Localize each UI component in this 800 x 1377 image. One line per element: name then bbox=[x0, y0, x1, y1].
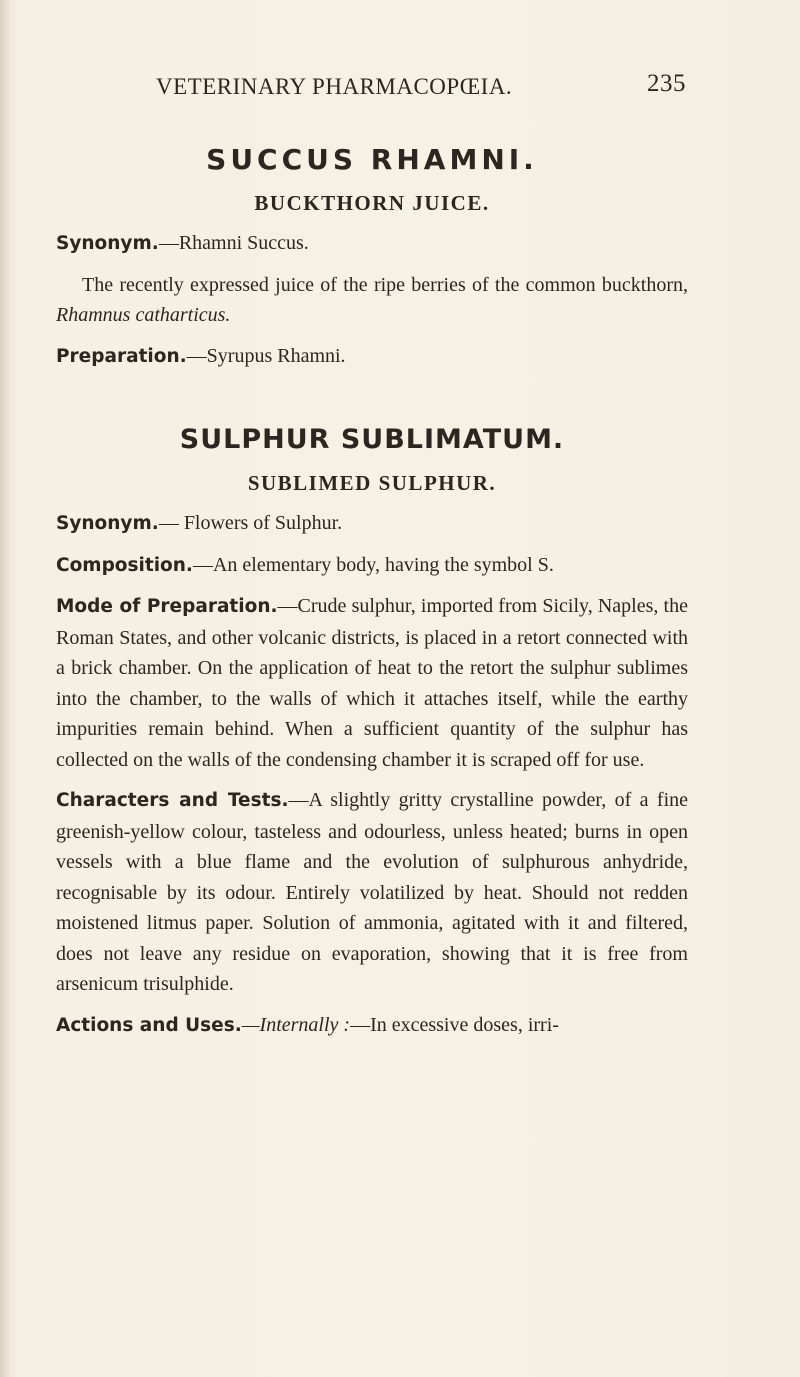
section-spacer bbox=[56, 382, 688, 420]
characters-and-tests-label: Characters and Tests. bbox=[56, 790, 289, 811]
mode-of-preparation-label: Mode of Preparation. bbox=[56, 596, 278, 617]
description-text: The recently expressed juice of the ripe berries of the common buckthorn, bbox=[82, 273, 688, 296]
botanical-name: Rhamnus catharticus. bbox=[56, 304, 231, 326]
actions-and-uses-text: —In excessive doses, irri- bbox=[350, 1013, 559, 1036]
composition-paragraph bbox=[56, 550, 688, 582]
synonym-label: Synonym. bbox=[56, 233, 159, 254]
synonym-text: — Flowers of Sulphur. bbox=[158, 512, 343, 534]
synonym-paragraph bbox=[56, 228, 688, 260]
page-number: 235 bbox=[647, 70, 686, 97]
section-title-succus-rhamni: SUCCUS RHAMNI. bbox=[206, 143, 538, 176]
synonym-text: —Rhamni Succus. bbox=[158, 232, 309, 254]
preparation-label: Preparation. bbox=[56, 345, 187, 367]
preparation-text: —Syrupus Rhamni. bbox=[186, 344, 346, 367]
mode-of-preparation-paragraph bbox=[56, 591, 688, 775]
running-header bbox=[156, 70, 686, 110]
page-gutter-shadow bbox=[0, 0, 10, 1377]
actions-and-uses-paragraph bbox=[56, 1010, 688, 1042]
composition-text: —An elementary body, having the symbol S. bbox=[192, 553, 554, 576]
page-body bbox=[56, 140, 688, 1051]
section-subtitle-sublimed-sulphur: SUBLIMED SULPHUR. bbox=[247, 471, 497, 495]
section-title-sulphur-sublimatum: SULPHUR SUBLIMATUM. bbox=[179, 424, 565, 455]
mode-of-preparation-text: —Crude sulphur, imported from Sicily, Naples, the Roman States, and other volcanic districts, is placed in a retort connected with a brick chamber. On the application of heat to the retort the sulphur sublimes into the chamber, to the walls of which it attaches itself, while the earthy impurities remain behind. When a sufficient quantity of the sulphur has collected on the walls of the condensing chamber it is scraped off for use. bbox=[56, 595, 688, 771]
characters-and-tests-text: —A slightly gritty crystalline powder, of a fine greenish-yellow colour, tasteless and odourless, unless heated; burns in open vessels with a blue flame and the evolution of sulphurous anhydride, recognisable by its odour. Entirely volatilized by heat. Should not redden moistened litmus paper. Solution of ammonia, agitated with it and filtered, does not leave any residue on evaporation, showing that it is free from arsenicum trisulphide. bbox=[56, 789, 689, 995]
synonym-paragraph bbox=[56, 508, 688, 540]
characters-and-tests-paragraph bbox=[56, 785, 688, 1000]
actions-and-uses-label: Actions and Uses. bbox=[56, 1014, 242, 1036]
preparation-paragraph bbox=[56, 341, 688, 373]
internally-label: —Internally : bbox=[241, 1013, 351, 1036]
description-paragraph bbox=[56, 270, 688, 331]
synonym-label: Synonym. bbox=[56, 513, 159, 534]
section-subtitle-buckthorn-juice: BUCKTHORN JUICE. bbox=[254, 191, 490, 215]
running-title: VETERINARY PHARMACOPŒIA. bbox=[156, 74, 513, 99]
composition-label: Composition. bbox=[56, 554, 193, 576]
